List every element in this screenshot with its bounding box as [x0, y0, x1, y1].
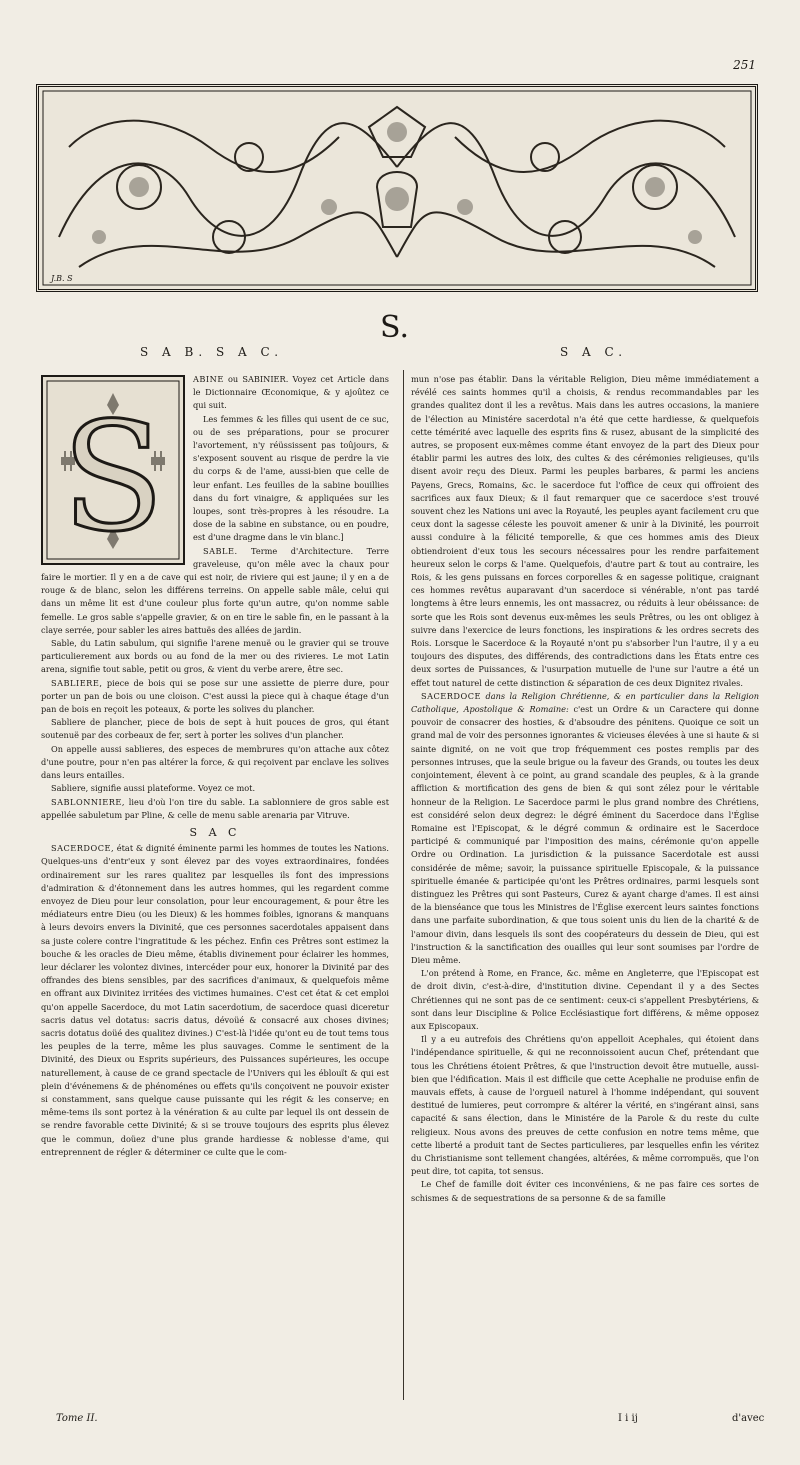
subsection-heading: S A C	[189, 825, 241, 839]
right-column	[411, 373, 759, 1205]
entry-term: ABINE	[193, 374, 224, 384]
ornamental-headpiece	[36, 84, 758, 292]
entry-sablonniere	[41, 796, 389, 822]
decorated-initial	[41, 375, 185, 565]
entry-term: SACERDOCE,	[51, 843, 115, 854]
page-number: 251	[733, 58, 756, 72]
entry-sacerdoce-chretien	[411, 690, 759, 967]
entry-text: c'est un Ordre & un Caractere qui donne pouvoir de consacrer des hosties, & d'absoudre des pénitens. Quoique ce soit un grand mal de voir des personnes ignorantes & vicieuses élevées à une si haute & si sainte dignité, on ne voit que trop fréquemment ces postes remplis par des personnes intruses, que la seule brigue ou la faveur des Grands, ou toutes les deux conjointement, élevent à ce point, au grand scandale des peuples, & à la grande affliction & mortification des gens de bien & qui sont zélez pour le véritable honneur de la Religion. Le Sacerdoce parmi le plus grand nombre des Chrétiens, est considéré selon deux degrez: le dégré éminent du Sacerdoce dans l'Église Romaine est l'Episcopat, & le dégré commun & ordinaire est le Sacerdoce participé & communiqué par l'imposition des mains, cérémonie qu'on appelle Ordre ou Ordination. La jurisdiction & la puissance Sacerdotale est aussi considérée de même; savoir, la puissance spirituelle Episcopale, & la puissance spirituelle émanée & participée qu'ont les Prêtres ordinaires, parmi lesquels sont distinguez les Prêtres qui sont Pasteurs, Curez & ayant charge d'ames. Il est ainsi de la bienséance que tous les Ministres de l'Église exercent leurs saintes fonctions dans une parfaite subordination, & que tous soient unis du lien de la charité & de l'amour divin, dans lesquels ils sont des coopérateurs du dessein de Dieu, qui est l'instruction & la sanctification des ouailles qui leur sont soumises par l'ordre de Dieu même.	[411, 704, 759, 965]
volume-label: Tome II.	[56, 1413, 98, 1424]
entry-term: SABLIERE,	[51, 677, 103, 688]
entry-sacerdoce	[41, 842, 389, 1159]
running-head-left: S A B. S A C.	[140, 345, 284, 359]
paragraph: Sable, du Latin sabulum, qui signifie l'arene menuë ou le gravier qui se trouve particulierement aux bords ou au fond de la mer ou des rivieres. Le mot Latin arena, signifie tout sable, petit ou gros, & vient du verbe arere, être sec.	[41, 638, 389, 675]
entry-term: SABLONNIERE,	[51, 796, 125, 807]
entry-qualifier: dans la Religion Chrétienne, & en particulier dans la Religion Catholique, Apostolique & Romaine:	[411, 690, 759, 715]
gathering-signature: I i ij	[618, 1413, 638, 1424]
entry-text: état & dignité éminente parmi les hommes de toutes les Nations. Quelques-uns d'entr'eux y sont élevez par des voyes extraordinaires, fondées ordinairement sur les rares qualitez par lesquelles ils font des impressions d'admiration & d'étonnement dans les autres hommes, qui les regardent comme envoyez de Dieu pour leur consolation, pour leur encouragement, & pour être les médiateurs entre Dieu (ou les Dieux) & les hommes foibles, ignorans & manquans à leurs devoirs envers la Divinité, que ces personnes sacerdotales appaisent dans sa juste colere contre l'ingratitude & les péchez. Enfin ces Prêtres sont estimez la bouche & les oracles de Dieu même, établis divinement pour éclairer les hommes, leur déclarer les volontez divines, intercéder pour eux, honorer la Divinité par des offrandes des biens sensibles, par des sacrifices d'animaux, & quelquefois même en offrant aux Divinitez irritées des victimes humaines. C'est cet état & cet emploi qu'on appelle Sacerdoce, du mot Latin sacerdotium, de sacerdoce quasi diceretur sacris datus vel dotatus: sacris datus, dévoüé & consacré aux choses divines; sacris dotatus doüé des qualitez divines.) C'est-là l'idée qu'ont eu de tout tems tous les peuples de la terre, même les plus sauvages. Comme le sentiment de la Divinité, des Dieux ou Esprits supérieurs, des Puissances supérieures, les occupe naturellement, à cause de ce grand spectacle de l'Univers qui les éblouït & qui est plein d'événemens & de phénoménes ou effets qu'ils conçoivent ne pouvoir exister si constamment, sans quelque cause puissante qui les régit & les conserve; en même-tems ils sont portez à la vénération & au culte par lequel ils ont dessein de se rendre favorable cette Divinité; & si se trouve toujours des esprits plus élevez que le commun, doüez d'une plus grande hardiesse & noblesse d'ame, qui entreprennent de régler & déterminer ce culte que le com-	[41, 843, 389, 1157]
catchword: d'avec	[732, 1413, 765, 1424]
paragraph: mun n'ose pas établir. Dans la véritable Religion, Dieu même immédiatement a révélé ces saints hommes qu'il a choisis, & rendus recommandables par les grandes qualitez dont il les a revêtus. Mais dans les autres occasions, la maniere de l'élection au Ministére sacerdotal n'a été que cette hardiesse, & quelquefois cette témérité avec laquelle des esprits fins & rusez, abusant de la simplicité des autres, se proposent eux-mêmes comme étant envoyez de la part des Dieux pour établir parmi les autres des loix, des cultes & des cérémonies religieuses, qu'ils disent avoir reçu des Dieux. Parmi les peuples barbares, & parmi les anciens Payens, Grecs, Romains, &c. le sacerdoce fut l'office de ceux qui offroient des sacrifices aux faux Dieux; & il faut remarquer que ce sacerdoce s'est trouvé souvent chez les Nations uni avec la Royauté, les peuples ayant facilement cru que ceux dont la sagesse céleste les pouvoit amener & unir à la Divinité, les pourroit aussi conduire à la félicité temporelle, & que ces hommes amis des Dieux obtiendroient d'eux tous les secours nécessaires pour les rendre parfaitement heureux selon le corps & l'ame. Quelquefois, d'autre part & tout au contraire, les Rois, & les gens puissans en forces corporelles & en sagesse politique, craignant ces hommes revêtus auparavant d'un sacerdoce si vénérable, n'ont pas tardé longtems à être leurs ennemis, les ont massacrez, ou réduits à leur obéissance: de sorte que les Rois sont devenus eux-mêmes les seuls Prêtres, ou les ont obligez à suivre dans l'exercice de leurs fonctions, les inspirations & les ordres secrets des Rois. Lorsque le Sacerdoce & la Royauté n'ont pu s'absorber l'un l'autre, il y a eu toujours des disputes, des différends, des contradictions dans les États entre ces deux sortes de Puissances, & l'usurpation mutuelle de l'une sur l'autre a été un effet tout naturel de cette distinction & séparation de ces deux Dignitez rivales.	[411, 374, 759, 688]
left-column	[41, 373, 389, 1159]
entry-term: SACERDOCE	[421, 690, 481, 701]
section-letter: S.	[380, 310, 410, 345]
paragraph: On appelle aussi sablieres, des especes de membrures qu'on attache aux côtez d'une poutre, pour n'en pas altérer la force, & qui reçoivent par enclave les solives dans leurs entailles.	[41, 743, 389, 781]
fleur-de-lis-initial-icon	[43, 377, 183, 563]
paragraph: Le Chef de famille doit éviter ces inconvéniens, & ne pas faire ces sortes de schismes & de sequestrations de sa personne & de sa famille	[411, 1179, 759, 1203]
paragraph: L'on prétend à Rome, en France, &c. même en Angleterre, que l'Episcopat est de droit divin, c'est-à-dire, d'institution divine. Cependant il y a des Sectes Chrétiennes qui ne sont pas de ce sentiment: ceux-ci s'appellent Presbytériens, & sont dans leur Discipline & Police Ecclésiastique fort différens, & même opposez aux Episcopaux.	[411, 968, 759, 1031]
dropcap-letter: S	[61, 391, 165, 563]
engraver-signature: J.B. S	[51, 274, 73, 283]
entry-text: piece de bois qui se pose sur une assiette de pierre dure, pour porter un pan de bois ou une cloison. C'est aussi la piece qui à chaque étage d'un pan de bois en reçoit les poteaux, & porte les solives du plancher.	[41, 677, 389, 715]
ornament-scrollwork-icon	[39, 87, 755, 289]
entry-term: SABLE.	[203, 545, 238, 556]
paragraph: Sabliere, signifie aussi plateforme. Voyez ce mot.	[51, 783, 256, 794]
paragraph: Sabliere de plancher, piece de bois de sept à huit pouces de gros, qui étant soutenuë par des corbeaux de fer, sert à porter les solives d'un plancher.	[41, 717, 389, 741]
paragraph: Il y a eu autrefois des Chrétiens qu'on appelloit Acephales, qui étoient dans l'indépendance spirituelle, & qui ne reconnoissoient aucun Chef, prétendant que tous les Chrétiens étoient Prêtres, & que l'instruction devoit être mutuelle, aussi-bien que l'édification. Mais il est difficile que cette Acephalie ne produise enfin de mauvais effets, à cause de l'orgueil naturel à l'homme indépendant, qui souvent destitué de lumieres, peut corrompre & altérer la vérité, en s'ingérant ainsi, sans capacité & sans élection, dans le Ministére de la Parole & du reste du culte religieux. Nous avons des preuves de cette confusion en notre tems même, que cette liberté a produit tant de Sectes particulieres, par lesquelles enfin les véritez du Christianisme sont tellement changées, altérées, & même corrompuës, que l'on peut dire, tot capita, tot sensus.	[411, 1034, 759, 1177]
entry-text: Terme d'Architecture. Terre graveleuse, qu'on mêle avec la chaux pour faire le mortier. Il y en a de cave qui est noir, de riviere qui est jaune; il y en a de rouge & de blanc, selon les différens terreins. On appelle sable mâle, celui qui dans un même lit est d'une couleur plus forte qu'un autre, qu'on nomme sable femelle. Le gros sable s'appelle gravier, & on en tire le sable fin, en le passant à la claye serrée, pour sabler les aires battuës des allées de jardin.	[41, 545, 389, 635]
entry-sabliere	[41, 677, 389, 717]
column-divider	[403, 370, 404, 1400]
entry-text: lieu d'où l'on tire du sable. La sablonniere de gros sable est appellée sabuletum par Pline, & celle de menu sable arenaria par Vitruve.	[41, 796, 390, 820]
running-head-right: S A C.	[560, 345, 628, 359]
entry-text: ou SABINIER. Voyez cet Article dans le Dictionnaire Œconomique, & y ajoûtez ce qui suit.	[193, 374, 389, 411]
paragraph: Les femmes & les filles qui usent de ce suc, ou de ses préparations, pour se procurer l'avortement, n'y réüssissent pas toûjours, & s'exposent souvent au risque de perdre la vie du corps & de l'ame, aussi-bien que celle de leur enfant. Les feuilles de la sabine bouillies dans du fort vinaigre, & appliquées sur les loupes, sont très-propres à les résoudre. La dose de la sabine en substance, ou en poudre, est d'une dragme dans le vin blanc.]	[193, 413, 389, 543]
